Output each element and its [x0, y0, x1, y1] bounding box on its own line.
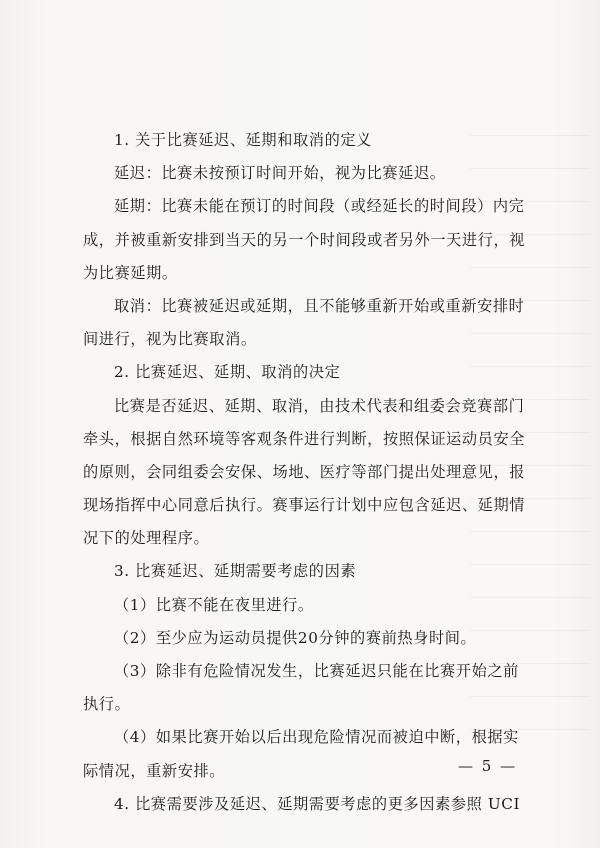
- factor-4-line-1: （4）如果比赛开始以后出现危险情况而被迫中断，根据实: [114, 728, 519, 747]
- heading-1-definitions: 1. 关于比赛延迟、延期和取消的定义: [114, 131, 372, 149]
- decision-line-1: 比赛是否延迟、延期、取消，由技术代表和组委会竞赛部门: [114, 396, 525, 415]
- factor-2: （2）至少应为运动员提供20分钟的赛前热身时间。: [114, 628, 477, 647]
- factor-4-line-2: 际情况，重新安排。: [83, 761, 226, 780]
- decision-line-5: 况下的处理程序。: [83, 529, 210, 548]
- definition-postpone-line-3: 为比赛延期。: [83, 263, 178, 282]
- factor-3-line-1: （3）除非有危险情况发生，比赛延迟只能在比赛开始之前: [114, 662, 519, 680]
- definition-postpone-line-1: 延期：比赛未能在预订的时间段（或经延长的时间段）内完: [114, 197, 525, 216]
- heading-4-more-factors: 4. 比赛需要涉及延迟、延期需要考虑的更多因素参照 UCI: [114, 794, 521, 813]
- factor-3-line-2: 执行。: [83, 695, 131, 714]
- page-number: — 5 —: [458, 757, 518, 775]
- heading-3-factors: 3. 比赛延迟、延期需要考虑的因素: [114, 562, 357, 581]
- body-text: [83, 124, 526, 821]
- decision-line-2: 牵头，根据自然环境等客观条件进行判断，按照保证运动员安全: [83, 429, 526, 448]
- heading-2-decision: 2. 比赛延迟、延期、取消的决定: [114, 363, 341, 382]
- definition-delay: 延迟：比赛未按预订时间开始，视为比赛延迟。: [114, 164, 446, 183]
- definition-cancel-line-2: 间进行，视为比赛取消。: [83, 330, 257, 349]
- factor-1: （1）比赛不能在夜里进行。: [114, 595, 314, 614]
- definition-cancel-line-1: 取消：比赛被延迟或延期，且不能够重新开始或重新安排时: [114, 296, 525, 315]
- definition-postpone-line-2: 成，并被重新安排到当天的另一个时间段或者另外一天进行，视: [83, 230, 526, 249]
- decision-line-3: 的原则，会同组委会安保、场地、医疗等部门提出处理意见，报: [83, 462, 526, 481]
- decision-line-4: 现场指挥中心同意后执行。赛事运行计划中应包含延迟、延期情: [83, 496, 526, 515]
